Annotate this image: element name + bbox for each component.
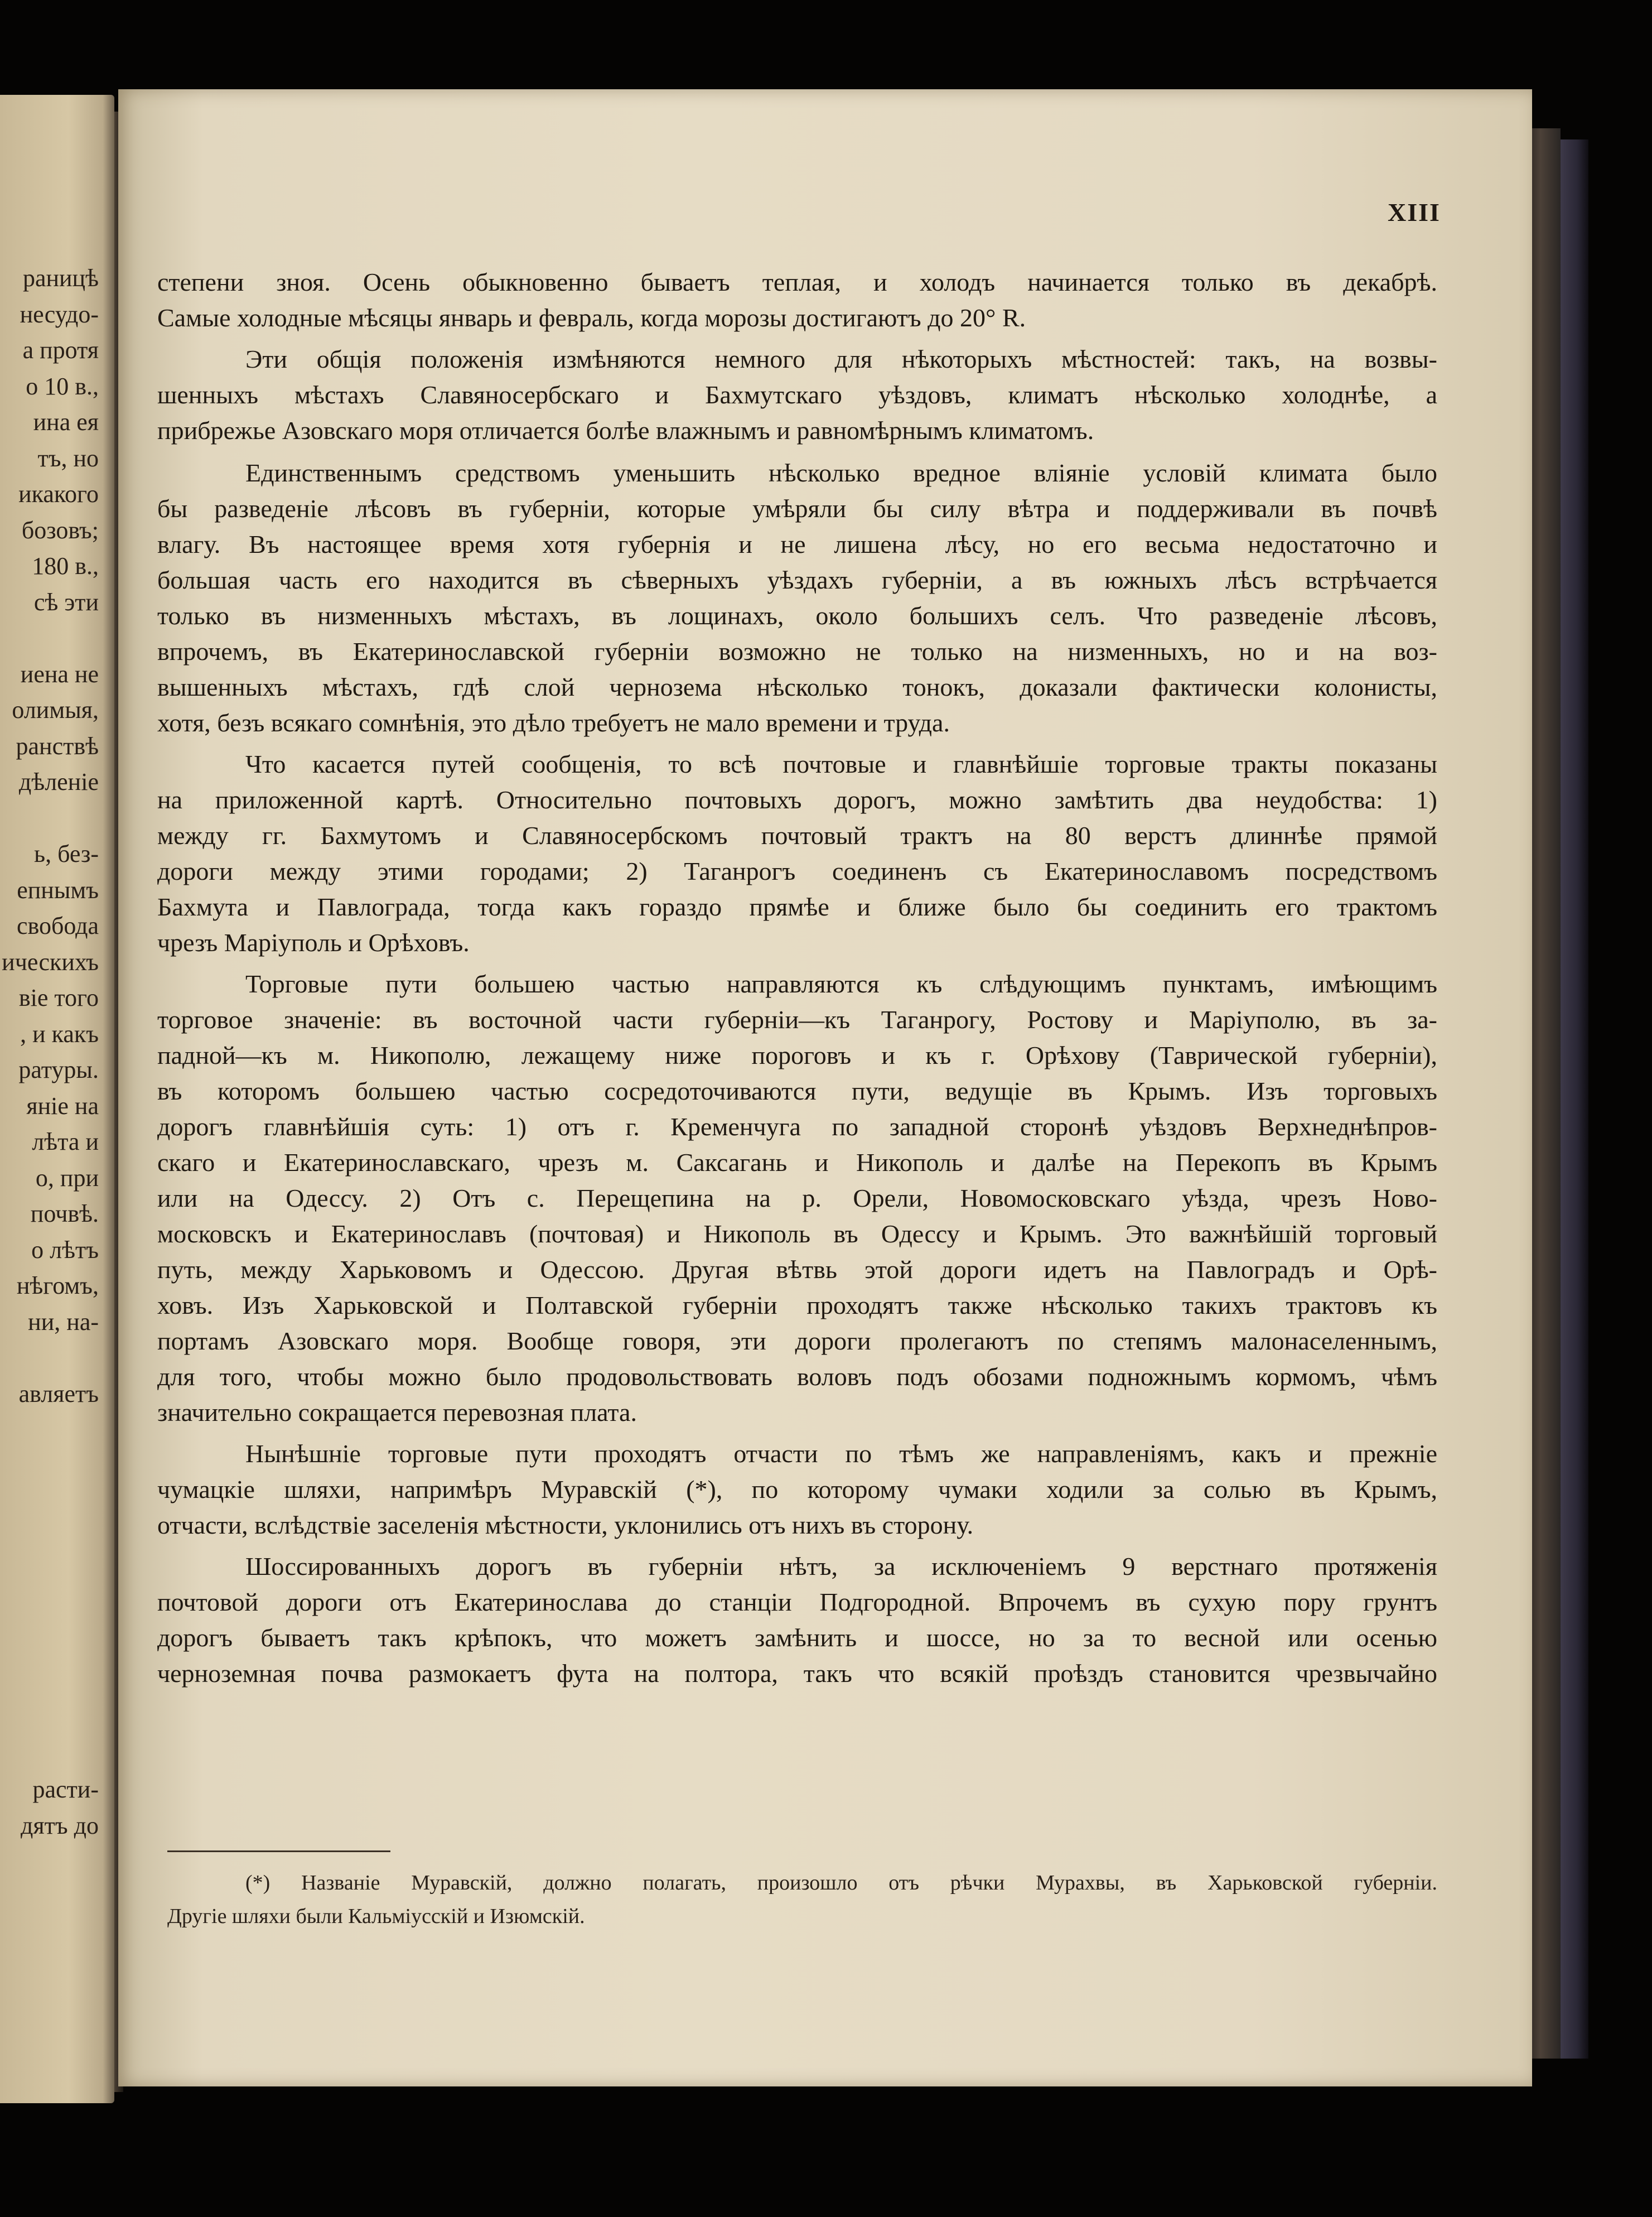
body-line: впрочемъ, въ Екатеринославской губерніи возможно не только на низменныхъ, но и на воз- [157, 637, 1437, 666]
body-line: прибрежье Азовскаго моря отличается болѣе влажнымъ и равномѣрнымъ климатомъ. [157, 416, 1094, 445]
body-line: дорогъ главнѣйшія суть: 1) отъ г. Кременчуга по западной сторонѣ уѣздовъ Верхнеднѣпров- [157, 1112, 1437, 1141]
body-line: или на Одессу. 2) Отъ с. Перещепина на р. Орели, Новомосковскаго уѣзда, чрезъ Ново- [157, 1184, 1437, 1212]
body-line: Эти общія положенія измѣняются немного для нѣкоторыхъ мѣстностей: такъ, на возвы- [245, 345, 1437, 373]
left-page-fragment: сѣ эти [33, 588, 99, 616]
left-page-fragment: віе того [18, 984, 99, 1011]
book-cover-edge-back [1561, 139, 1588, 2059]
body-line: Торговые пути большею частью направляются къ слѣдующимъ пунктамъ, имѣющимъ [245, 970, 1437, 998]
left-page-fragment: иена не [20, 660, 99, 688]
left-page-fragment: нѣгомъ, [16, 1272, 99, 1299]
body-line: значительно сокращается перевозная плата. [157, 1398, 637, 1426]
left-page-fragment: ратуры. [18, 1056, 99, 1083]
left-page-fragment: ни, на- [28, 1308, 99, 1336]
footnote-line-2: Другіе шляхи были Кальміусскій и Изюмскій. [167, 1905, 585, 1928]
left-page-fragment: несудо- [20, 300, 99, 328]
left-page-fragment: расти- [32, 1776, 99, 1803]
body-line: черноземная почва размокаетъ фута на полтора, такъ что всякій проѣздъ становится чрезвычайно [157, 1659, 1437, 1688]
left-page-fragment: епнымъ [17, 876, 99, 904]
body-line: ховъ. Изъ Харьковской и Полтавской губерніи проходятъ также нѣсколько такихъ трактовъ къ [157, 1291, 1437, 1319]
body-line: чрезъ Маріуполь и Орѣховъ. [157, 928, 470, 957]
body-line: для того, чтобы можно было продовольствовать воловъ подъ обозами подножнымъ кормомъ, чѣмъ [157, 1362, 1437, 1391]
body-line: чумацкіе шляхи, напримѣръ Муравскій (*), по которому чумаки ходили за солью въ Крымъ, [157, 1475, 1437, 1503]
body-line: падной—къ м. Никополю, лежащему ниже пороговъ и къ г. Орѣхову (Таврической губерніи), [157, 1041, 1437, 1069]
body-line: вышенныхъ мѣстахъ, гдѣ слой чернозема нѣсколько тонокъ, доказали фактически колонисты, [157, 673, 1437, 701]
left-page-fragment: почвѣ. [30, 1200, 99, 1227]
body-line: между гг. Бахмутомъ и Славяносербскомъ почтовый трактъ на 80 верстъ длиннѣе прямой [157, 821, 1437, 850]
left-page-fragment: ина ея [33, 408, 99, 436]
left-page-fragment: олимыя, [12, 696, 99, 724]
body-line: дороги между этими городами; 2) Таганрогъ соединенъ съ Екатеринославомъ посредствомъ [157, 857, 1437, 885]
left-page-fragment: икакого [18, 480, 99, 508]
body-line: влагу. Въ настоящее время хотя губернія и не лишена лѣсу, но его весьма недостаточно и [157, 530, 1437, 558]
footnote-rule [167, 1850, 390, 1852]
body-line: скаго и Екатеринославскаго, чрезъ м. Саксагань и Никополь и далѣе на Перекопъ въ Крымъ [157, 1148, 1437, 1177]
body-line: Что касается путей сообщенія, то всѣ почтовые и главнѣйшіе торговые тракты показаны [245, 750, 1437, 778]
body-line: бы разведеніе лѣсовъ въ губерніи, которые умѣряли бы силу вѣтра и поддерживали въ почвѣ [157, 494, 1437, 523]
left-page-fragment: тъ, но [37, 444, 99, 472]
book-cover-edge [1527, 128, 1561, 2059]
body-line: въ которомъ большею частью сосредоточиваются пути, ведущіе въ Крымъ. Изъ торговыхъ [157, 1077, 1437, 1105]
body-line: шенныхъ мѣстахъ Славяносербскаго и Бахмутскаго уѣздовъ, климатъ нѣсколько холоднѣе, а [157, 380, 1437, 409]
body-line: Самые холодные мѣсяцы январь и февраль, когда морозы достигаютъ до 20° R. [157, 303, 1026, 332]
left-page-fragment: ическихъ [2, 948, 99, 976]
body-line: Шоссированныхъ дорогъ въ губерніи нѣтъ, за исключеніемъ 9 верстнаго протяженія [245, 1552, 1437, 1580]
page-number: XIII [1388, 198, 1441, 226]
body-line: большая часть его находится въ сѣверныхъ уѣздахъ губерніи, а въ южныхъ лѣсъ встрѣчается [157, 566, 1437, 594]
left-facing-page [0, 95, 114, 2103]
body-line: торговое значеніе: въ восточной части губерніи—къ Таганрогу, Ростову и Маріуполю, въ за- [157, 1005, 1437, 1034]
body-line: Нынѣшніе торговые пути проходятъ отчасти по тѣмъ же направленіямъ, какъ и прежніе [245, 1439, 1437, 1468]
body-line: Единственнымъ средствомъ уменьшить нѣсколько вредное вліяніе условій климата было [245, 459, 1437, 487]
body-line: Бахмута и Павлограда, тогда какъ гораздо прямѣе и ближе было бы соединить его трактомъ [157, 893, 1437, 921]
body-line: московскъ и Екатеринославъ (почтовая) и Никополь въ Одессу и Крымъ. Это важнѣйшій торговый [157, 1220, 1437, 1248]
left-page-fragment: ранствѣ [16, 732, 99, 760]
left-page-fragment: о лѣтъ [31, 1236, 99, 1264]
body-line: почтовой дороги отъ Екатеринослава до станціи Подгородной. Впрочемъ въ сухую пору грунтъ [157, 1588, 1437, 1616]
left-page-fragment: 180 в., [32, 552, 99, 580]
left-page-fragment: бозовъ; [21, 516, 99, 544]
body-line: портамъ Азовскаго моря. Вообще говоря, эти дороги пролегаютъ по степямъ малонаселеннымъ, [157, 1327, 1437, 1355]
left-page-fragment: , и какъ [20, 1020, 99, 1048]
left-page-fragment: о 10 в., [26, 372, 99, 400]
footnote-line-1: (*) Названіе Муравскій, должно полагать, произошло отъ рѣчки Мурахвы, въ Харьковской губерніи. [245, 1871, 1437, 1895]
left-page-fragment: ь, без- [34, 840, 99, 867]
left-page-fragment: свобода [16, 912, 99, 939]
body-line: хотя, безъ всякаго сомнѣнія, это дѣло требуетъ не мало времени и труда. [157, 709, 950, 737]
left-page-fragment: дѣленіе [18, 768, 99, 796]
left-page-fragment: а протя [22, 336, 99, 364]
body-line: отчасти, вслѣдствіе заселенія мѣстности, уклонились отъ нихъ въ сторону. [157, 1511, 974, 1539]
left-page-fragment: о, при [35, 1164, 99, 1192]
body-line: путь, между Харьковомъ и Одессою. Другая вѣтвь этой дороги идетъ на Павлоградъ и Орѣ- [157, 1255, 1437, 1284]
body-line: только въ низменныхъ мѣстахъ, въ лощинахъ, около большихъ селъ. Что разведеніе лѣсовъ, [157, 601, 1437, 630]
left-page-fragment: авляетъ [18, 1380, 99, 1408]
left-page-fragment: раницѣ [22, 264, 99, 292]
body-line: на приложенной картѣ. Относительно почтовыхъ дорогъ, можно замѣтить два неудобства: 1) [157, 785, 1437, 814]
left-page-fragment: лѣта и [32, 1128, 99, 1155]
body-line: степени зноя. Осень обыкновенно бываетъ теплая, и холодъ начинается только въ декабрѣ. [157, 268, 1437, 296]
body-line: дорогъ бываетъ такъ крѣпокъ, что можетъ замѣнить и шоссе, но за то весной или осенью [157, 1623, 1437, 1652]
left-page-fragment: дятъ до [21, 1811, 99, 1839]
left-page-fragment: яніе на [26, 1092, 99, 1120]
